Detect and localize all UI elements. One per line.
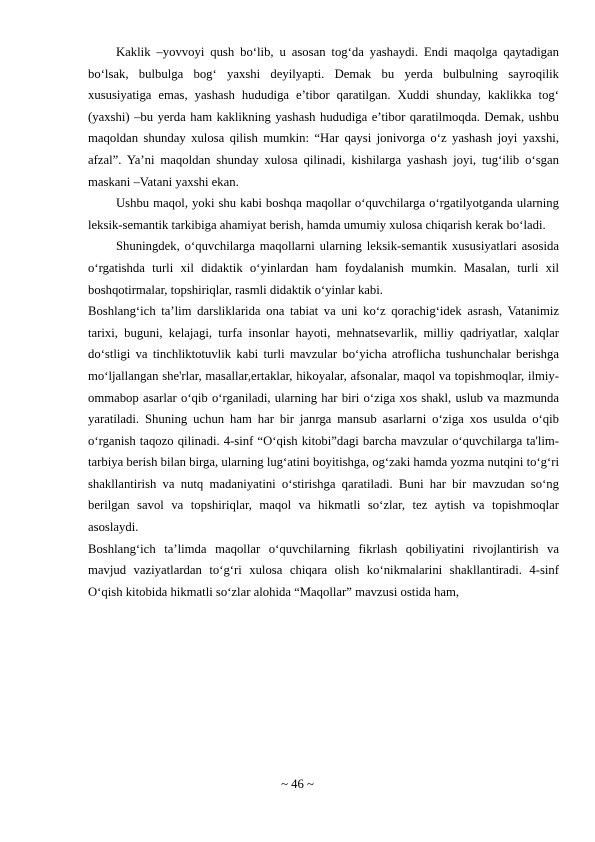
- paragraph-2: Ushbu maqol, yoki shu kabi boshqa maqollar o‘quvchilarga o‘rgatilyotganda ularning leksik-semantik tarkibiga ahamiyat berish, hamda umumiy xulosa chiqarish kerak bo‘ladi.: [88, 196, 559, 232]
- paragraph-3: Shuningdek, o‘quvchilarga maqollarni ularning leksik-semantik xususiyatlari asosida o‘rgatishda turli xil didaktik o‘yinlardan ham foydalanish mumkin. Masalan, turli xil boshqotirmalar, topshiriqlar, rasmli didaktik o‘yinlar kabi.: [88, 239, 559, 297]
- page-number: ~ 46 ~: [281, 777, 314, 791]
- paragraph-4: Boshlang‘ich ta’lim darsliklarida ona tabiat va uni ko‘z qorachig‘idek asrash, Vatanimiz tarixi, buguni, kelajagi, turfa insonlar hayoti, mehnatsevarlik, milliy qadriyatlar, xalqlar do‘stligi va tinchliktotuvlik kabi turli mavzular bo‘yicha atroflicha tushunchalar berishga mo‘ljallangan she'rlar, masallar,ertaklar, hikoyalar, afsonalar, maqol va topishmoqlar, ilmiy-ommabop asarlar o‘qib o‘rganiladi, ularning har biri o‘ziga xos shakl, uslub va mazmunda yaratiladi. Shuning uchun ham har bir janrga mansub asarlarni o‘ziga xos usulda o‘qib o‘rganish taqozo qilinadi. 4-sinf “O‘qish kitobi”dagi barcha mavzular o‘quvchilarga ta'lim-tarbiya berish bilan birga, ularning lug‘atini boyitishga, og‘zaki hamda yozma nutqini to‘g‘ri shakllantirish va nutq madaniyatini o‘stirishga qaratiladi. Buni har bir mavzudan so‘ng berilgan savol va topshiriqlar, maqol va hikmatli so‘zlar, tez aytish va topishmoqlar asoslaydi.: [88, 304, 559, 535]
- paragraph-5: Boshlang‘ich ta’limda maqollar o‘quvchilarning fikrlash qobiliyatini rivojlantirish va mavjud vaziyatlardan to‘g‘ri xulosa chiqara olish ko‘nikmalarini shakllantiradi. 4-sinf O‘qish kitobida hikmatli so‘zlar alohida “Maqollar” mavzusi ostida ham,: [88, 541, 559, 599]
- paragraph-1: Kaklik –yovvoyi qush bo‘lib, u asosan tog‘da yashaydi. Endi maqolga qaytadigan bo‘lsak, bulbulga bog‘ yaxshi deyilyapti. Demak bu yerda bulbulning sayroqilik xususiyatiga emas, yashash hududiga e’tibor qaratilgan. Xuddi shunday, kaklikka tog‘ (yaxshi) –bu yerda ham kaklikning yashash hududiga e’tibor qaratilmoqda. Demak, ushbu maqoldan shunday xulosa qilish mumkin: “Har qaysi jonivorga o‘z yashash joyi yaxshi, afzal”. Ya’ni maqoldan shunday xulosa qilinadi, kishilarga yashash joyi, tug‘ilib o‘sgan maskani –Vatani yaxshi ekan.: [88, 45, 559, 189]
- body-text: [88, 42, 559, 603]
